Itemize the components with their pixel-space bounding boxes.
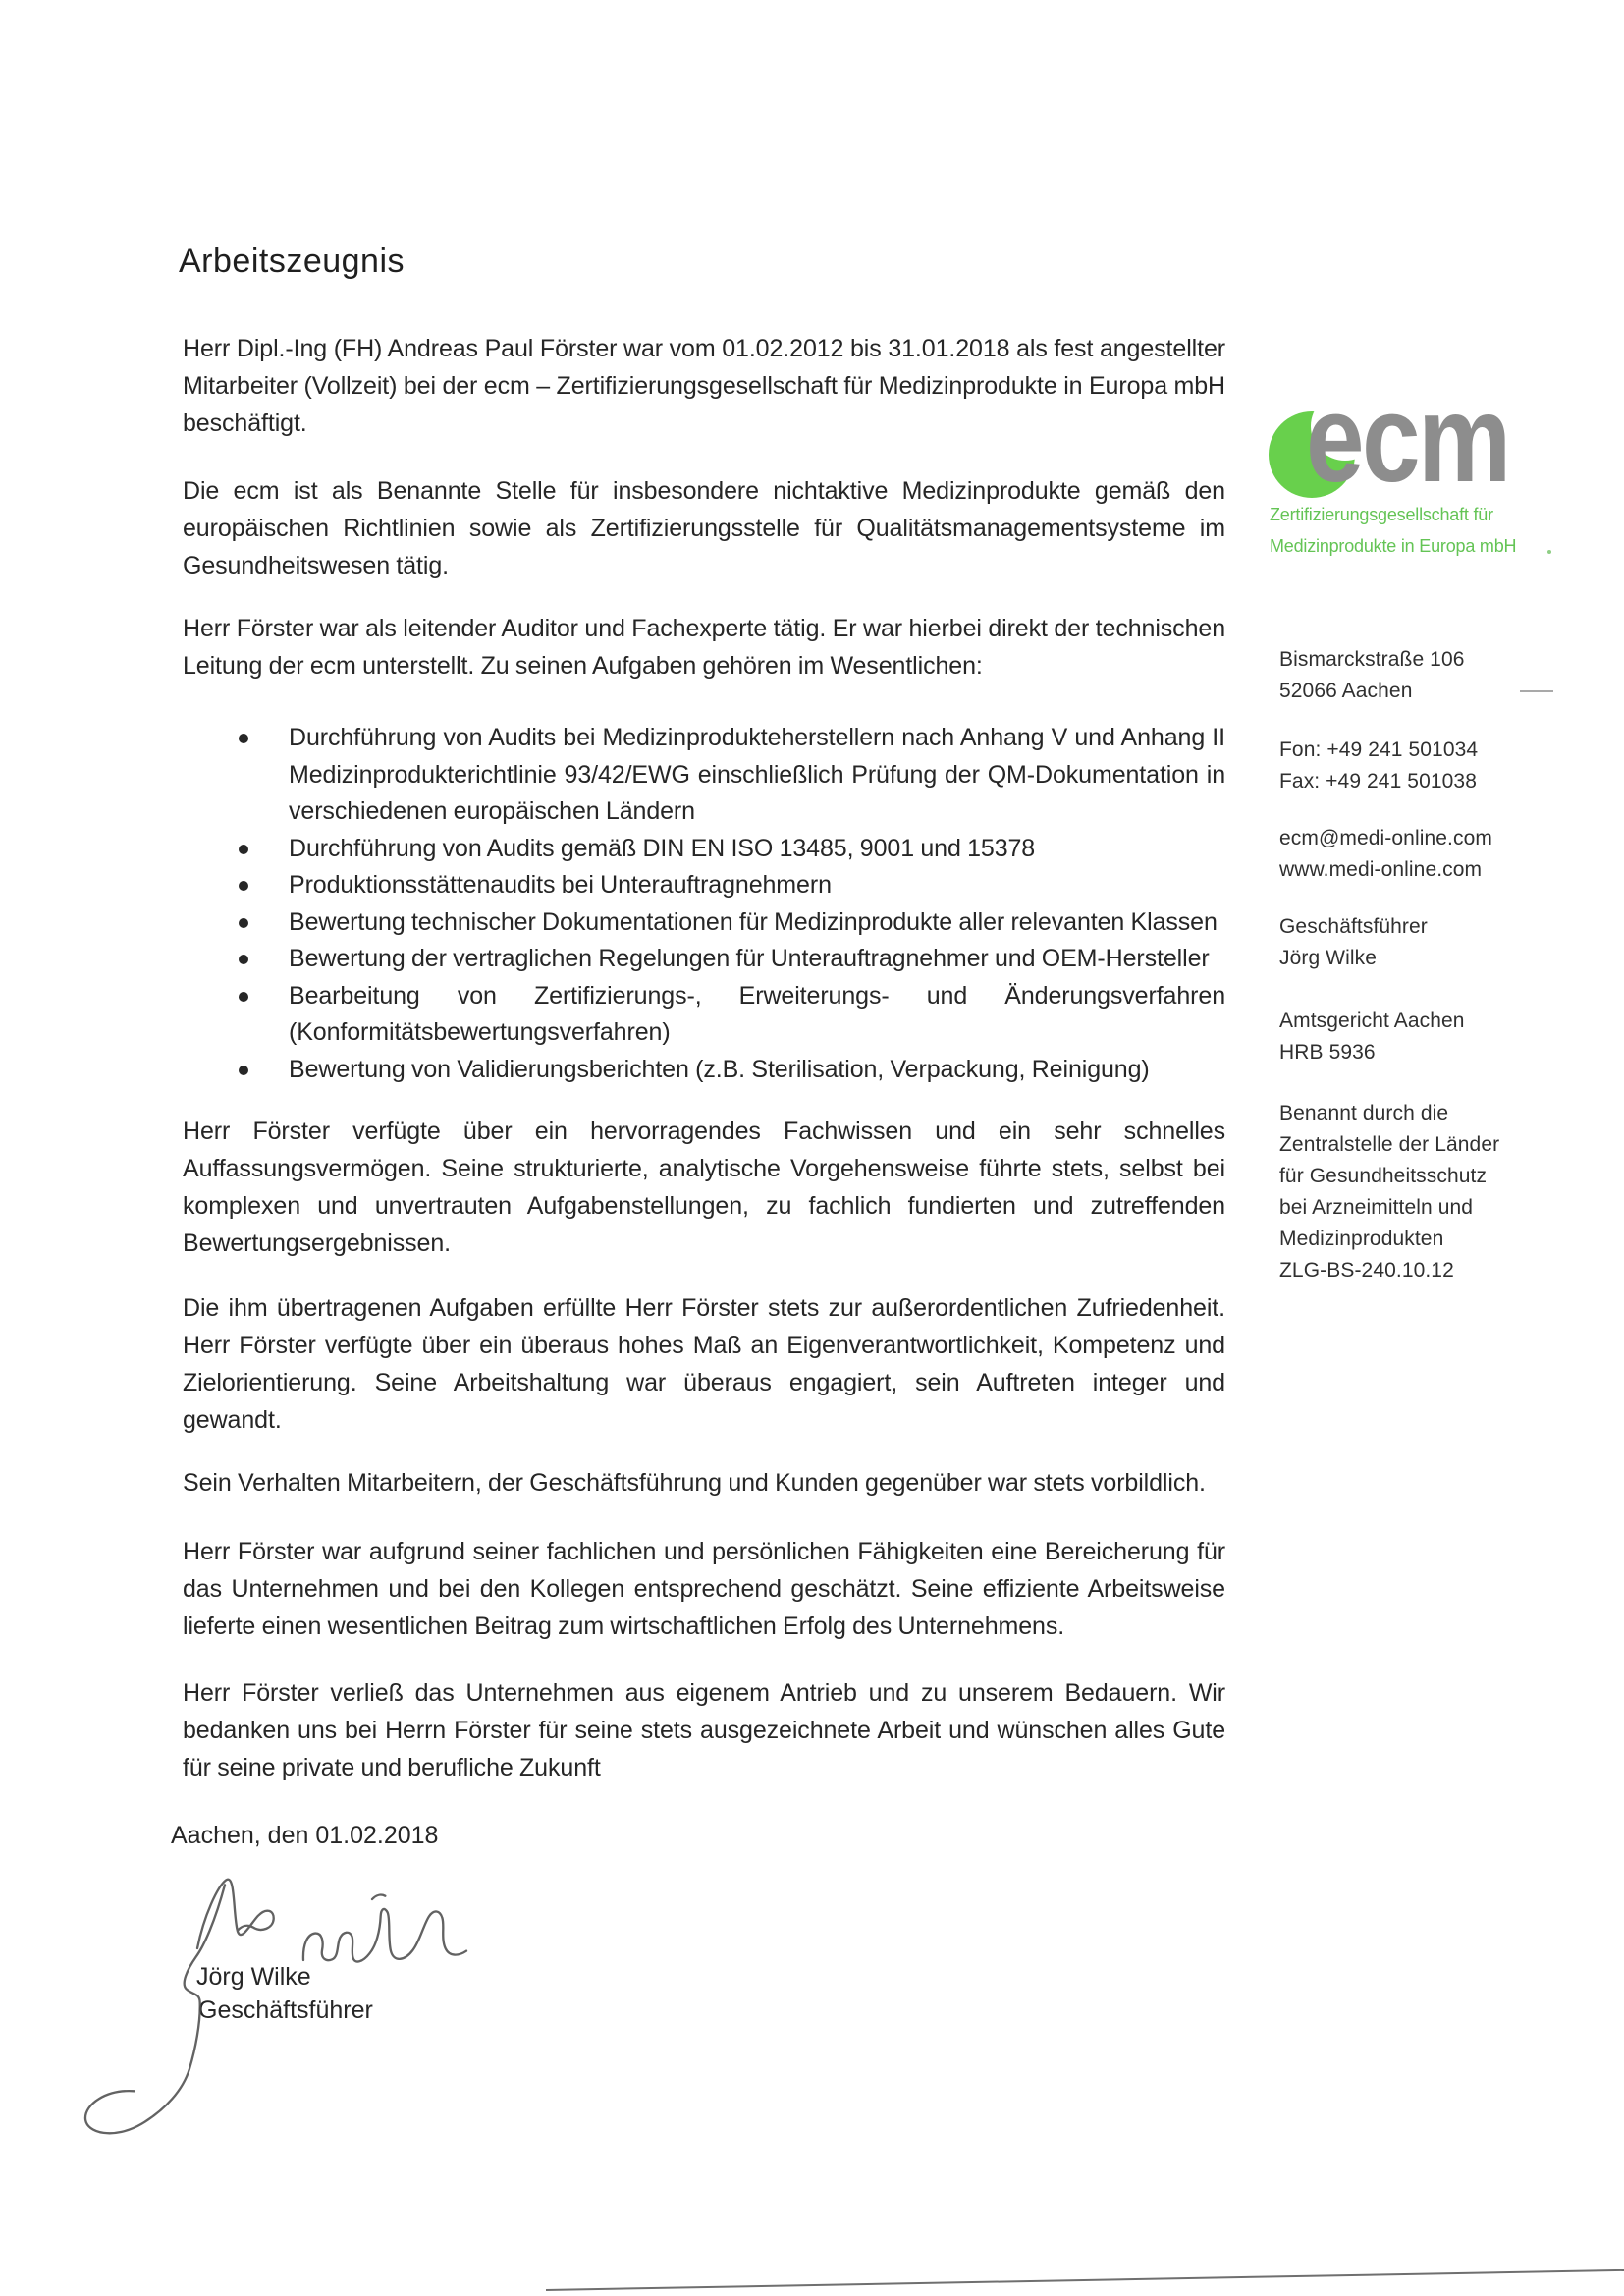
phone-fon: Fon: +49 241 501034 <box>1279 738 1479 761</box>
bullet-icon <box>239 845 248 854</box>
sidebar-phone <box>1279 735 1564 797</box>
paragraph-farewell: Herr Förster verließ das Unternehmen aus eigenem Antrieb und zu unserem Bedauern. Wir bedanken uns bei Herrn Förster für seine stets ausgezeichnete Arbeit und wünschen alles Gute für seine private und berufliche Zukunft <box>183 1679 1225 1781</box>
bullet-icon <box>239 955 248 964</box>
bullet-icon <box>239 992 248 1002</box>
paragraph-company: Die ecm ist als Benannte Stelle für insbesondere nichtaktive Medizinprodukte gemäß den europäischen Richtlinien sowie als Zertifizierungsstelle für Qualitätsmanagementsysteme im Gesundheitswesen tätig. <box>183 477 1225 579</box>
scan-artifact-dash <box>1520 690 1553 692</box>
bullet-icon <box>239 918 248 928</box>
paragraph-expertise: Herr Förster verfügte über ein hervorragendes Fachwissen und ein sehr schnelles Auffassungsvermögen. Seine strukturierte, analytische Vorgehensweise führte stets, selbst bei komplexen und unvertrauten Aufgabenstellungen, zu fachlich fundierten und zutreffenden Bewertungsergebnissen. <box>183 1118 1225 1257</box>
ecm-logo <box>1263 385 1557 503</box>
designation-line: bei Arzneimitteln und <box>1279 1196 1474 1219</box>
phone-fax: Fax: +49 241 501038 <box>1279 770 1477 793</box>
sidebar-designation <box>1279 1098 1564 1286</box>
address-city: 52066 Aachen <box>1279 680 1413 702</box>
bullet-icon <box>239 881 248 891</box>
scan-artifact-dot <box>1547 550 1551 554</box>
sidebar-registry <box>1279 1006 1564 1068</box>
task-list-item: Durchführung von Audits bei Medizinprodukteherstellern nach Anhang V und Anhang II Medizinprodukterichtlinie 93/42/EWG einschließlich Prüfung der QM-Dokumentation in verschiedenen europäischen Ländern <box>183 720 1225 831</box>
email-address: ecm@medi-online.com <box>1279 827 1492 849</box>
paragraph-performance: Die ihm übertragenen Aufgaben erfüllte Herr Förster stets zur außerordentlichen Zufriedenheit. Herr Förster verfügte über ein überaus hohes Maß an Eigenverantwortlichkeit, Kompetenz und Zielorientierung. Seine Arbeitshaltung war überaus engagiert, sein Auftreten integer und gewandt. <box>183 1294 1225 1434</box>
registry-court: Amtsgericht Aachen <box>1279 1010 1465 1032</box>
logo-tagline-line: Medizinprodukte in Europa mbH <box>1270 536 1517 556</box>
place-date-line: Aachen, den 01.02.2018 <box>171 1822 439 1849</box>
page-title: Arbeitszeugnis <box>179 243 406 280</box>
logo-tagline-line: Zertifizierungsgesellschaft für <box>1270 505 1493 524</box>
paragraph-conduct: Sein Verhalten Mitarbeitern, der Geschäftsführung und Kunden gegenüber war stets vorbildlich. <box>183 1469 1206 1497</box>
logo-tagline <box>1270 499 1564 562</box>
paragraph-value: Herr Förster war aufgrund seiner fachlichen und persönlichen Fähigkeiten eine Bereicherung für das Unternehmen und bei den Kollegen entsprechend geschätzt. Seine effiziente Arbeitsweise lieferte einen wesentlichen Beitrag zum wirtschaftlichen Erfolg des Unternehmens. <box>183 1538 1225 1640</box>
task-list <box>183 720 1225 1088</box>
management-name: Jörg Wilke <box>1279 947 1378 969</box>
sidebar-management <box>1279 911 1564 974</box>
task-list-item: Bewertung technischer Dokumentationen für Medizinprodukte aller relevanten Klassen <box>183 904 1225 942</box>
sidebar-online <box>1279 823 1564 886</box>
task-list-item: Bewertung der vertraglichen Regelungen für Unterauftragnehmer und OEM-Hersteller <box>183 941 1225 978</box>
signatory-name: Jörg Wilke <box>196 1963 311 1991</box>
task-list-item: Bearbeitung von Zertifizierungs-, Erweiterungs- und Änderungsverfahren (Konformitätsbewertungsverfahren) <box>183 978 1225 1052</box>
paragraph-role: Herr Förster war als leitender Auditor und Fachexperte tätig. Er war hierbei direkt der technischen Leitung der ecm unterstellt. Zu seinen Aufgaben gehören im Wesentlichen: <box>183 615 1225 680</box>
designation-line: ZLG-BS-240.10.12 <box>1279 1259 1454 1282</box>
designation-line: für Gesundheitsschutz <box>1279 1165 1488 1187</box>
signatory-role: Geschäftsführer <box>198 1996 373 2024</box>
task-list-item: Durchführung von Audits gemäß DIN EN ISO 13485, 9001 und 15378 <box>183 831 1225 868</box>
designation-line: Zentralstelle der Länder <box>1279 1133 1500 1156</box>
bullet-icon <box>239 734 248 743</box>
website-address: www.medi-online.com <box>1279 858 1483 881</box>
address-street: Bismarckstraße 106 <box>1279 648 1465 671</box>
management-title: Geschäftsführer <box>1279 915 1428 938</box>
registry-number: HRB 5936 <box>1279 1041 1376 1064</box>
designation-line: Medizinprodukten <box>1279 1228 1444 1250</box>
logo-wordmark: ecm <box>1306 385 1509 503</box>
bullet-icon <box>239 1066 248 1075</box>
designation-line: Benannt durch die <box>1279 1102 1449 1124</box>
task-list-item: Bewertung von Validierungsberichten (z.B. Sterilisation, Verpackung, Reinigung) <box>183 1052 1225 1089</box>
paragraph-employment: Herr Dipl.-Ing (FH) Andreas Paul Förster war vom 01.02.2012 bis 31.01.2018 als fest angestellter Mitarbeiter (Vollzeit) bei der ecm – Zertifizierungsgesellschaft für Medizinprodukte in Europa mbH beschäftigt. <box>183 335 1225 437</box>
scan-artifact-line <box>546 2269 1624 2291</box>
sidebar-address <box>1279 644 1564 707</box>
task-list-item: Produktionsstättenaudits bei Unterauftragnehmern <box>183 867 1225 904</box>
